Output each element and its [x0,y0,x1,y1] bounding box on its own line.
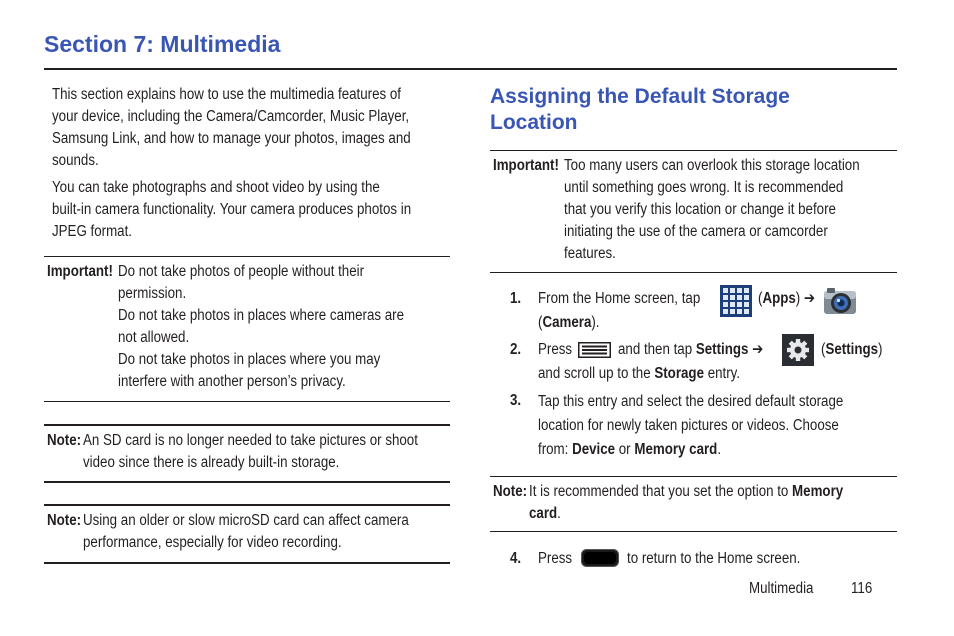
settings-gear-icon [782,334,814,366]
note2-label-text: Note: [47,512,82,529]
step2-settings-ref [821,339,882,361]
home-key-icon [581,549,619,567]
right-note-label [493,481,527,503]
period: . [557,505,561,522]
or-text: or [618,441,631,458]
important-line: permission. [118,285,187,302]
note2-line: Using an older or slow microSD card can affect camera [83,512,409,529]
right-important-line: initiating the use of the camera or camcorder [564,223,828,240]
note1-top-rule [44,424,450,426]
apps-label: Apps [762,290,796,307]
page-number [851,578,872,600]
step3-line [538,438,843,462]
section-title: Section 7: Multimedia [44,31,281,57]
step3-num-text: 3. [510,392,522,409]
arrow-icon: ➔ [752,341,764,358]
intro-line: JPEG format. [52,223,133,240]
right-note-line [529,481,843,503]
apps-icon [720,285,752,317]
important-text [118,261,404,393]
right-important-bottom-rule [490,272,897,273]
menu-key-icon [578,342,611,358]
step2-press [538,339,572,361]
intro-line: sounds. [52,152,99,169]
important-line: Do not take photos in places where you may [118,351,381,368]
step1-apps-ref [758,288,815,310]
important-line: interfere with another person’s privacy. [118,373,346,390]
page-number-text: 116 [851,580,873,597]
right-note-bottom-rule [490,531,897,532]
important-line: not allowed. [118,329,190,346]
scroll-text: and scroll up to the [538,365,651,382]
device-label: Device [572,441,616,458]
step3-text [538,390,843,462]
memory-bold: Memory [792,483,844,500]
important-line: Do not take photos in places where cameras are [118,307,405,324]
right-note-top-rule [490,476,897,477]
intro-line: built-in camera functionality. Your camera produces photos in [52,201,412,218]
arrow-icon: ➔ [803,290,816,307]
right-important-top-rule [490,150,897,151]
storage-label: Storage [654,365,704,382]
intro-line: You can take photographs and shoot video by using the [52,179,380,196]
step1-number [510,288,521,310]
from-text: from: [538,441,569,458]
important-top-rule [44,256,450,257]
step4-body: to return to the Home screen. [627,550,801,567]
storage-heading [490,84,790,136]
settings-label: Settings [695,341,749,358]
intro-paragraph-2 [52,177,411,243]
right-note-label-text: Note: [493,483,528,500]
note1-label-text: Note: [47,432,82,449]
then-text: and then tap [618,341,693,358]
right-note-text [529,481,843,525]
right-important-line: that you verify this location or change it before [564,201,836,218]
step4-num-text: 4. [510,550,522,567]
card-bold: card [529,505,558,522]
note2-line: performance, especially for video recording. [83,534,342,551]
step1-num-text: 1. [510,290,522,307]
right-note-body: It is recommended that you set the option to [529,483,789,500]
paren: ). [591,314,600,331]
step2-line2 [538,363,740,385]
paren: ( [758,290,763,307]
step1-text-a [538,288,700,310]
step4-number [510,548,521,570]
step4-press [538,548,572,570]
camera-icon [823,286,857,316]
paren: ( [821,341,826,358]
note1-line: video since there is already built-in storage. [83,454,340,471]
important-label [47,261,113,283]
step2-number [510,339,521,361]
step1-camera-ref [538,312,600,334]
paren: ( [538,314,543,331]
right-important-label-text: Important! [493,157,559,174]
note2-bottom-rule [44,562,450,564]
memory-card-label: Memory card [634,441,718,458]
intro-line: This section explains how to use the multimedia features of [52,86,401,103]
footer-section-text: Multimedia [749,580,814,597]
right-important-label [493,155,559,177]
paren: ) [878,341,883,358]
storage-heading-line1: Assigning the Default Storage [490,85,790,108]
settings-label-2: Settings [825,341,879,358]
step2-then [618,339,763,361]
step2-num-text: 2. [510,341,522,358]
important-bottom-rule [44,401,450,402]
intro-line: Samsung Link, and how to manage your photos, images and [52,130,411,147]
period: . [717,441,722,458]
important-label-text: Important! [47,263,113,280]
storage-heading-line2: Location [490,111,578,134]
step3-line: Tap this entry and select the desired default storage [538,393,844,410]
right-important-line: until something goes wrong. It is recommended [564,179,844,196]
camera-label: Camera [542,314,592,331]
note1-bottom-rule [44,481,450,483]
step1-text: From the Home screen, tap [538,290,701,307]
step3-line: location for newly taken pictures or videos. Choose [538,417,839,434]
note1-label [47,430,81,452]
right-important-text [564,155,860,265]
intro-line: your device, including the Camera/Camcorder, Music Player, [52,108,410,125]
press-text: Press [538,550,573,567]
step4-text [627,548,800,570]
note1-text [83,430,418,474]
note2-top-rule [44,504,450,506]
footer-section [749,578,813,600]
note1-line: An SD card is no longer needed to take pictures or shoot [83,432,418,449]
entry-text: entry. [707,365,741,382]
note2-label [47,510,81,532]
paren: ) [795,290,801,307]
right-important-line: Too many users can overlook this storage location [564,157,860,174]
step3-number [510,390,521,412]
note2-text [83,510,409,554]
press-text: Press [538,341,573,358]
intro-paragraph [52,84,411,172]
title-rule [44,68,897,70]
important-line: Do not take photos of people without their [118,263,365,280]
right-note-line [529,503,843,525]
right-important-line: features. [564,245,616,262]
